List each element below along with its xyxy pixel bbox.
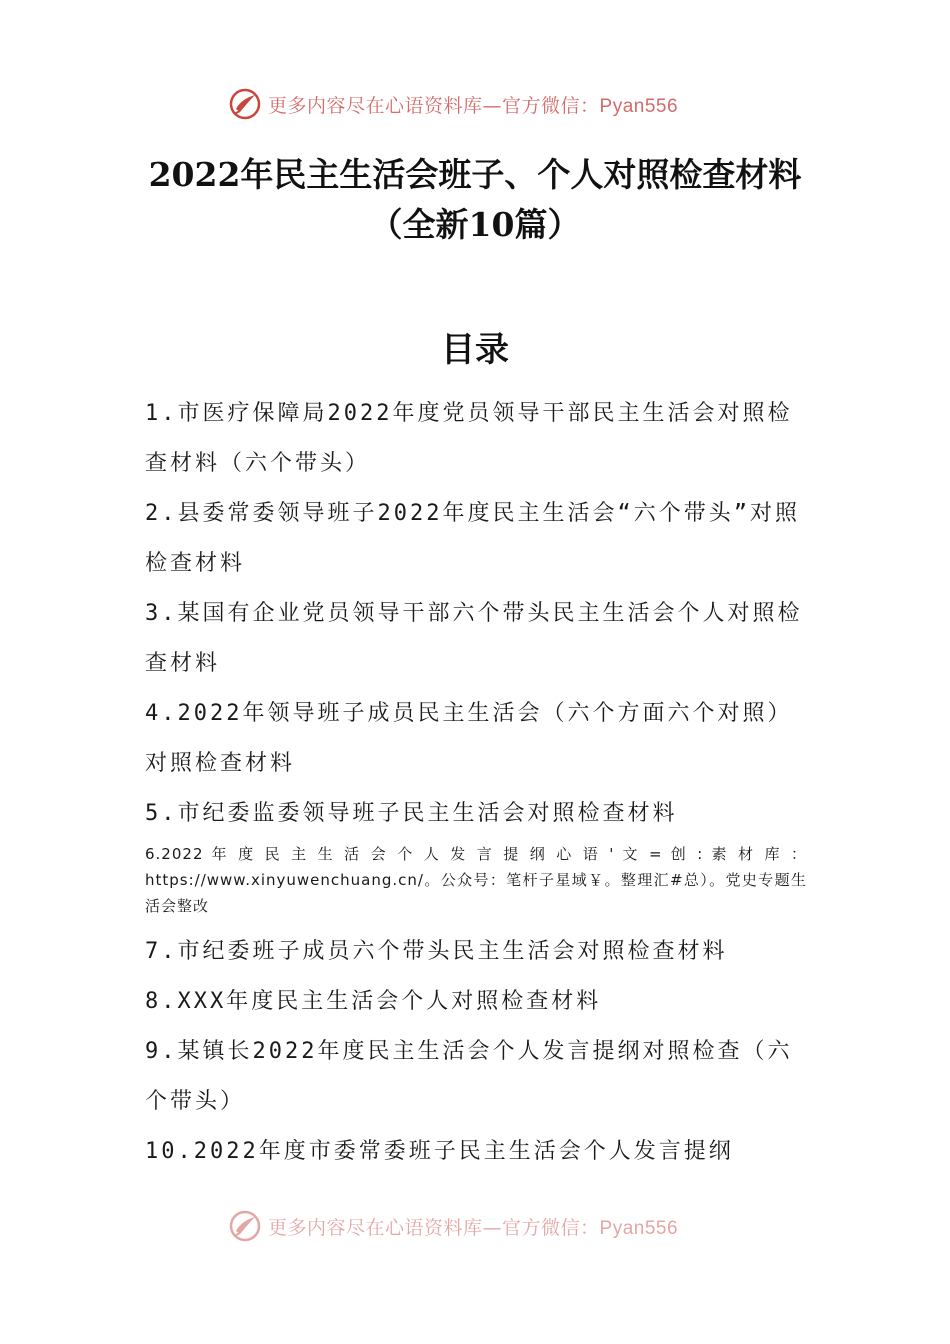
header-banner-text: 更多内容尽在心语资料库—官方微信：Pyan556 [268,94,679,117]
toc-item-1: 1.市医疗保障局2022年度党员领导干部民主生活会对照检查材料（六个带头） [145,401,793,476]
toc-item-4: 4.2022年领导班子成员民主生活会（六个方面六个对照）对照检查材料 [145,701,793,776]
brush-logo-icon [228,1209,262,1243]
toc-item-3: 3.某国有企业党员领导干部六个带头民主生活会个人对照检查材料 [145,601,803,676]
footer-banner-text: 更多内容尽在心语资料库—官方微信：Pyan556 [268,1216,679,1239]
footer-watermark-banner [228,1208,678,1244]
toc-item-5: 5.市纪委监委领导班子民主生活会对照检查材料 [145,801,678,826]
document-title: 2022年民主生活会班子、个人对照检查材料（全新10篇） [148,155,802,244]
table-of-contents [145,389,807,1177]
toc-item-6: 6.2022 年 度 民 主 生 活 会 个 人 发 言 提 纲 心 语 ' 文 = 创 : 素 材 库 ： https://www.xinyuwenchuang.cn/。公众号：笔杆子星域￥。整理汇#总）。党史专题生活会整改 [145,845,807,915]
toc-item-8: 8.XXX年度民主生活会个人对照检查材料 [145,989,602,1014]
header-watermark-banner [228,86,678,122]
toc-item-10: 10.2022年度市委常委班子民主生活会个人发言提纲 [145,1139,734,1164]
toc-item-2: 2.县委常委领导班子2022年度民主生活会“六个带头”对照检查材料 [145,501,800,576]
brush-logo-icon [228,87,262,121]
toc-item-9: 9.某镇长2022年度民主生活会个人发言提纲对照检查（六个带头） [145,1039,793,1114]
toc-heading: 目录 [441,330,509,370]
toc-item-7: 7.市纪委班子成员六个带头民主生活会对照检查材料 [145,939,728,964]
